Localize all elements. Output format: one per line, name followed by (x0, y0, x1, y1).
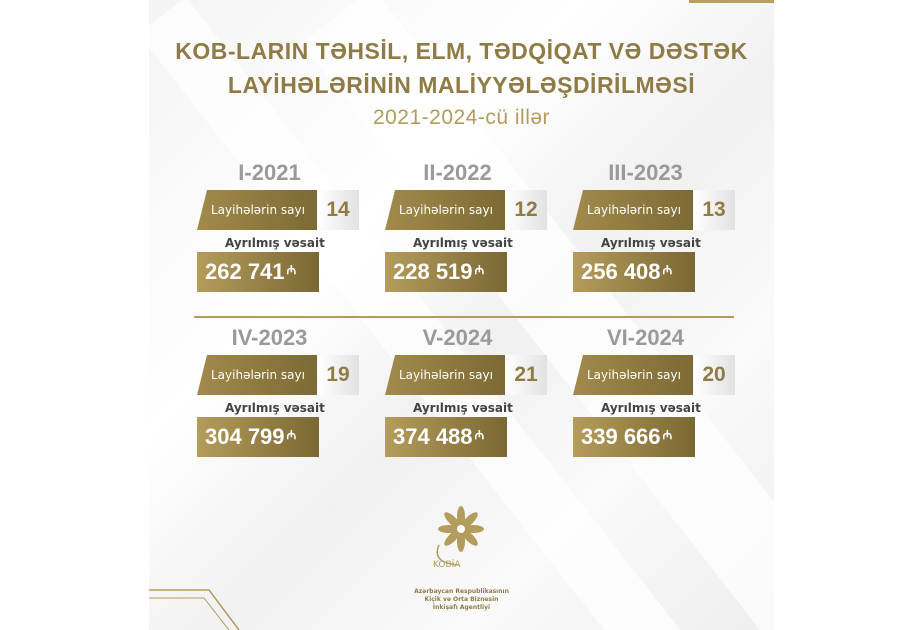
flower-icon (419, 505, 499, 567)
period-block (385, 160, 555, 290)
period-label: VI-2024 (606, 325, 685, 350)
project-count-box (573, 190, 735, 230)
funds-label: Ayrılmış vəsait (413, 236, 513, 250)
period-label: III-2023 (608, 160, 683, 185)
row-divider (194, 316, 734, 318)
title-line-2: LAYİHƏLƏRİNİN MALİYYƏLƏŞDİRİLMƏSİ (227, 72, 696, 98)
funds-label: Ayrılmış vəsait (601, 401, 701, 415)
period-block (197, 160, 367, 290)
project-count-label: Layihələrin sayı (211, 203, 305, 217)
top-accent-line (689, 0, 774, 3)
project-count-value: 12 (505, 190, 547, 230)
project-count-label: Layihələrin sayı (399, 368, 493, 382)
subtitle: 2021-2024-cü illər (372, 106, 551, 129)
decorative-lines (149, 570, 379, 630)
funds-box (573, 417, 695, 457)
logo-name: KOBİA (433, 560, 461, 570)
agency-name: Azərbaycan Respublikasının Kiçik və Orta Biznesin İnkişafı Agentliyi (414, 588, 509, 611)
project-count-label: Layihələrin sayı (587, 368, 681, 382)
manat-icon: ₼ (286, 428, 297, 442)
funds-value: 256 408 (581, 259, 661, 284)
project-count-value: 19 (317, 355, 359, 395)
project-count-label: Layihələrin sayı (211, 368, 305, 382)
funds-box (573, 252, 695, 292)
funds-label: Ayrılmış vəsait (225, 236, 325, 250)
period-label: V-2024 (422, 325, 493, 350)
project-count-value: 14 (317, 190, 359, 230)
funds-value: 339 666 (581, 424, 661, 449)
project-count-box (385, 355, 547, 395)
manat-icon: ₼ (286, 263, 297, 277)
project-count-label: Layihələrin sayı (399, 203, 493, 217)
project-count-value: 21 (505, 355, 547, 395)
project-count-box (197, 355, 359, 395)
funds-value: 262 741 (205, 259, 285, 284)
period-label: IV-2023 (231, 325, 308, 350)
period-block (573, 325, 743, 455)
funds-box (385, 252, 507, 292)
funds-box (197, 417, 319, 457)
funds-value: 228 519 (393, 259, 473, 284)
period-block (573, 160, 743, 290)
project-count-label: Layihələrin sayı (587, 203, 681, 217)
funds-label: Ayrılmış vəsait (413, 401, 513, 415)
period-label: I-2021 (238, 160, 301, 185)
period-block (385, 325, 555, 455)
manat-icon: ₼ (474, 428, 485, 442)
project-count-box (197, 190, 359, 230)
project-count-value: 20 (693, 355, 735, 395)
project-count-box (385, 190, 547, 230)
funds-box (197, 252, 319, 292)
infographic-card (149, 0, 774, 630)
manat-icon: ₼ (662, 428, 673, 442)
manat-icon: ₼ (474, 263, 485, 277)
funds-value: 304 799 (205, 424, 285, 449)
project-count-value: 13 (693, 190, 735, 230)
period-label: II-2022 (423, 160, 492, 185)
funds-box (385, 417, 507, 457)
period-block (197, 325, 367, 455)
title-line-1: KOB-LARIN TƏHSİL, ELM, TƏDQİQAT VƏ DƏSTƏK (175, 38, 748, 64)
funds-label: Ayrılmış vəsait (225, 401, 325, 415)
project-count-box (573, 355, 735, 395)
funds-value: 374 488 (393, 424, 473, 449)
manat-icon: ₼ (662, 263, 673, 277)
funds-label: Ayrılmış vəsait (601, 236, 701, 250)
